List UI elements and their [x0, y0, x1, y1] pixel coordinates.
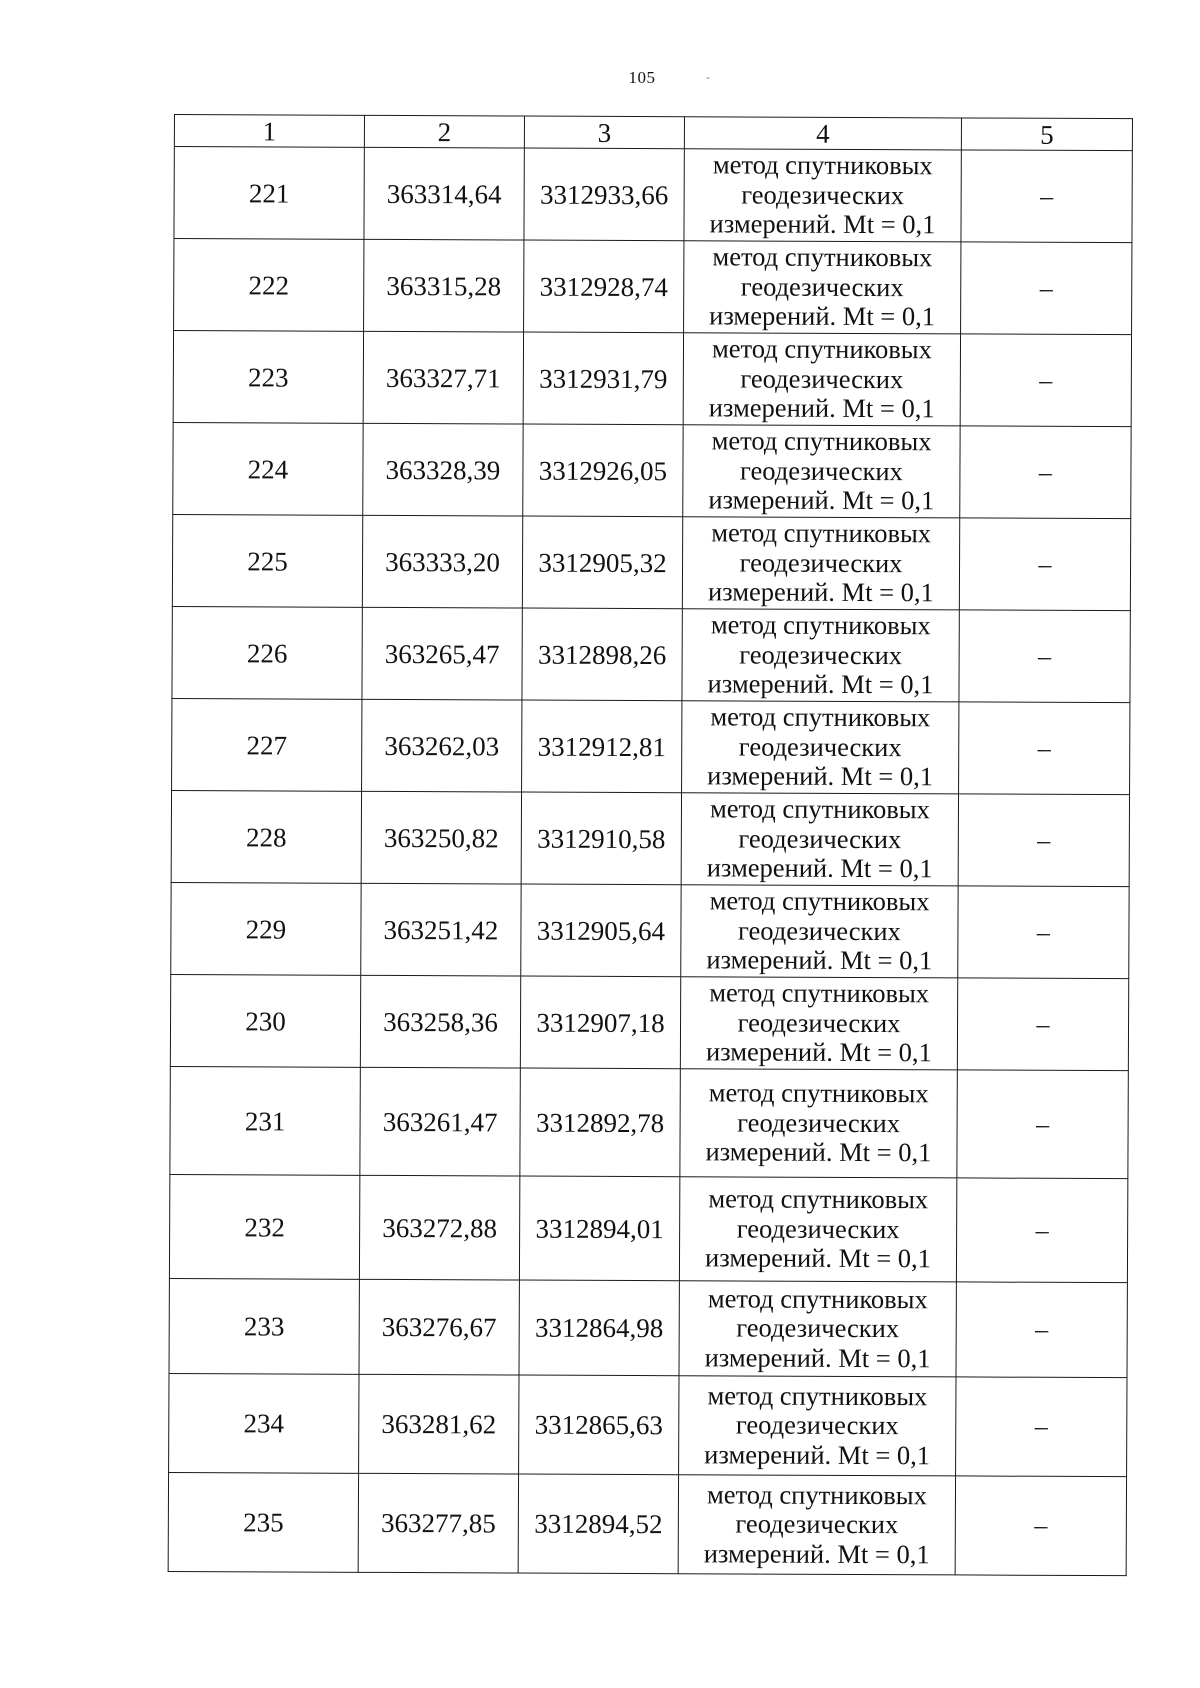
coordinate-x-cell: 363258,36 — [360, 975, 520, 1068]
note-cell: – — [961, 242, 1132, 335]
table-body — [168, 147, 1132, 1576]
method-line: измерений. Mt = 0,1 — [709, 208, 936, 240]
point-number-cell: 221 — [174, 147, 364, 240]
method-line: измерений. Mt = 0,1 — [708, 484, 935, 516]
method-line: метод спутниковых — [706, 1479, 927, 1511]
page-number: 105 — [628, 68, 656, 87]
note-cell: – — [960, 426, 1131, 519]
method-line: метод спутниковых — [712, 241, 933, 273]
point-number-cell: 224 — [173, 422, 363, 515]
method-line: измерений. Mt = 0,1 — [705, 1136, 932, 1168]
method-line: метод спутниковых — [711, 517, 932, 549]
method-cell — [680, 977, 957, 1070]
method-line: геодезических — [741, 179, 905, 210]
coordinate-y-cell: 3312912,81 — [522, 700, 682, 793]
table-row — [170, 974, 1128, 1070]
method-cell — [679, 1376, 956, 1476]
note-cell: – — [956, 1178, 1127, 1283]
method-line: метод спутниковых — [712, 149, 933, 181]
point-number-cell: 231 — [170, 1066, 360, 1175]
method-cell — [684, 149, 961, 242]
coordinate-y-cell: 3312898,26 — [522, 608, 682, 701]
method-line: измерений. Mt = 0,1 — [704, 1342, 931, 1374]
method-line: геодезических — [737, 915, 901, 946]
table-row — [171, 882, 1129, 978]
note-cell: – — [959, 702, 1130, 795]
coordinate-x-cell: 363251,42 — [361, 883, 521, 976]
method-line: метод спутниковых — [708, 1077, 929, 1109]
method-line: измерений. Mt = 0,1 — [704, 1439, 931, 1471]
table-row — [174, 147, 1132, 243]
point-number-cell: 230 — [170, 974, 360, 1067]
coordinate-x-cell: 363262,03 — [362, 699, 522, 792]
coordinate-x-cell: 363314,64 — [364, 147, 524, 240]
coordinates-table-wrapper — [168, 114, 1132, 1576]
coordinate-y-cell: 3312931,79 — [523, 332, 683, 425]
method-line: геодезических — [740, 271, 904, 302]
column-header-1: 1 — [174, 115, 364, 148]
coordinates-table — [168, 114, 1133, 1576]
coordinate-y-cell: 3312905,64 — [521, 884, 681, 977]
method-line: геодезических — [739, 547, 903, 578]
column-header-4: 4 — [684, 117, 961, 150]
point-number-cell: 234 — [169, 1373, 359, 1473]
method-line: метод спутниковых — [710, 701, 931, 733]
note-cell: – — [956, 1377, 1127, 1477]
method-line: метод спутниковых — [709, 885, 930, 917]
method-cell — [679, 1177, 956, 1282]
coordinate-y-cell: 3312910,58 — [521, 792, 681, 885]
method-line: метод спутниковых — [709, 977, 930, 1009]
method-cell — [682, 609, 959, 702]
note-cell: – — [957, 1070, 1128, 1179]
method-line: измерений. Mt = 0,1 — [706, 944, 933, 976]
method-line: метод спутниковых — [708, 1183, 929, 1215]
coordinate-x-cell: 363328,39 — [363, 423, 523, 516]
note-cell: – — [961, 150, 1132, 243]
point-number-cell: 225 — [172, 514, 362, 607]
table-row — [168, 1472, 1126, 1575]
method-line: измерений. Mt = 0,1 — [708, 392, 935, 424]
coordinate-y-cell: 3312933,66 — [524, 148, 684, 241]
method-line: измерений. Mt = 0,1 — [706, 852, 933, 884]
method-line: метод спутниковых — [707, 1380, 928, 1412]
note-cell: – — [959, 610, 1130, 703]
coordinate-y-cell: 3312907,18 — [520, 976, 680, 1069]
scan-mark: - — [706, 70, 710, 84]
table-row — [172, 606, 1130, 702]
coordinate-x-cell: 363261,47 — [360, 1067, 520, 1176]
method-cell — [681, 793, 958, 886]
method-cell — [682, 701, 959, 794]
method-line: измерений. Mt = 0,1 — [705, 1242, 932, 1274]
column-header-3: 3 — [524, 116, 684, 149]
point-number-cell: 235 — [168, 1472, 358, 1572]
method-line: геодезических — [739, 639, 903, 670]
table-row — [173, 331, 1131, 427]
method-line: геодезических — [736, 1213, 900, 1244]
method-line: геодезических — [738, 731, 902, 762]
coordinate-x-cell: 363315,28 — [364, 239, 524, 332]
note-cell: – — [957, 978, 1128, 1071]
method-cell — [681, 885, 958, 978]
method-cell — [682, 517, 959, 610]
coordinate-x-cell: 363327,71 — [363, 331, 523, 424]
method-cell — [678, 1475, 955, 1575]
method-line: геодезических — [735, 1409, 899, 1441]
table-header-row — [174, 115, 1132, 151]
point-number-cell: 232 — [169, 1174, 359, 1279]
point-number-cell: 222 — [174, 239, 364, 332]
method-line: геодезических — [738, 823, 902, 854]
point-number-cell: 228 — [171, 790, 361, 883]
table-row — [174, 239, 1132, 335]
method-line: метод спутниковых — [709, 793, 930, 825]
coordinate-y-cell: 3312894,52 — [518, 1474, 678, 1574]
method-line: метод спутниковых — [710, 609, 931, 641]
method-cell — [679, 1281, 956, 1377]
coordinate-x-cell: 363333,20 — [362, 515, 522, 608]
coordinate-x-cell: 363277,85 — [358, 1473, 518, 1573]
coordinate-x-cell: 363250,82 — [361, 791, 521, 884]
note-cell: – — [956, 1282, 1127, 1378]
point-number-cell: 233 — [169, 1278, 359, 1374]
method-line: геодезических — [739, 455, 903, 486]
column-header-2: 2 — [364, 115, 524, 148]
coordinate-y-cell: 3312865,63 — [519, 1375, 679, 1475]
coordinate-x-cell: 363281,62 — [359, 1374, 519, 1474]
note-cell: – — [958, 886, 1129, 979]
point-number-cell: 223 — [173, 331, 363, 424]
method-line: измерений. Mt = 0,1 — [707, 576, 934, 608]
table-row — [172, 698, 1130, 794]
coordinate-y-cell: 3312894,01 — [519, 1176, 679, 1281]
table-row — [172, 514, 1130, 610]
method-line: измерений. Mt = 0,1 — [703, 1538, 930, 1570]
method-line: измерений. Mt = 0,1 — [707, 668, 934, 700]
coordinate-y-cell: 3312926,05 — [523, 424, 683, 517]
table-row — [169, 1373, 1127, 1476]
method-line: метод спутниковых — [711, 333, 932, 365]
method-line: геодезических — [737, 1107, 901, 1138]
method-line: метод спутниковых — [707, 1283, 928, 1315]
coordinate-x-cell: 363265,47 — [362, 607, 522, 700]
method-line: измерений. Mt = 0,1 — [709, 300, 936, 332]
coordinate-y-cell: 3312892,78 — [520, 1068, 680, 1177]
coordinate-y-cell: 3312864,98 — [519, 1280, 679, 1376]
point-number-cell: 227 — [172, 698, 362, 791]
method-line: геодезических — [737, 1007, 901, 1038]
note-cell: – — [955, 1476, 1126, 1576]
table-row — [170, 1066, 1128, 1178]
coordinate-y-cell: 3312905,32 — [522, 516, 682, 609]
note-cell: – — [959, 518, 1130, 611]
column-header-5: 5 — [961, 118, 1132, 151]
point-number-cell: 226 — [172, 606, 362, 699]
method-line: геодезических — [736, 1312, 900, 1344]
table-row — [169, 1174, 1127, 1282]
method-cell — [684, 241, 961, 334]
note-cell: – — [960, 334, 1131, 427]
table-row — [169, 1278, 1127, 1377]
table-row — [173, 422, 1131, 518]
method-line: измерений. Mt = 0,1 — [705, 1036, 932, 1068]
method-cell — [680, 1069, 957, 1178]
coordinate-x-cell: 363272,88 — [359, 1175, 519, 1280]
coordinate-x-cell: 363276,67 — [359, 1279, 519, 1375]
method-cell — [683, 425, 960, 518]
table-row — [171, 790, 1129, 886]
method-line: метод спутниковых — [711, 425, 932, 457]
coordinate-y-cell: 3312928,74 — [524, 240, 684, 333]
note-cell: – — [958, 794, 1129, 887]
method-line: измерений. Mt = 0,1 — [707, 760, 934, 792]
method-line: геодезических — [735, 1508, 899, 1540]
method-cell — [683, 333, 960, 426]
point-number-cell: 229 — [171, 882, 361, 975]
method-line: геодезических — [740, 363, 904, 394]
